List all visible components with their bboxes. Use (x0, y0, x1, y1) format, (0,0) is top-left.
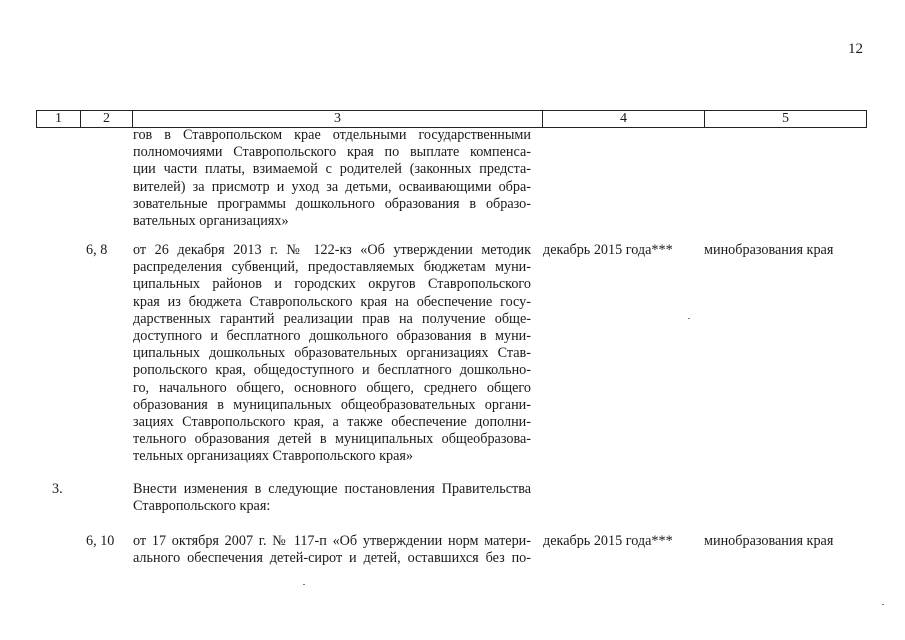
row-2-number: 3. (52, 481, 63, 497)
text-line: от 26 декабря 2013 г. № 122-кз «Об утверждении методик (133, 242, 531, 258)
text-line: ции части платы, взимаемой с родителей (законных предста- (133, 161, 531, 178)
row-3-responsible: минобразования края (704, 533, 834, 549)
row-1-responsible: минобразования края (704, 242, 834, 258)
text-line: дарственных гарантий реализации прав на получение обще- (133, 310, 531, 327)
row-1-deadline: декабрь 2015 года*** (543, 242, 673, 258)
text-line: вательных организациях» (133, 213, 289, 230)
text-line: тельных организациях Ставропольского края» (133, 448, 414, 465)
row-1-code: 6, 8 (86, 242, 108, 258)
text-line: ципальных дошкольных образовательных организациях Став- (133, 345, 531, 362)
text-line: Ставропольского края: (133, 498, 271, 515)
scan-speck (882, 604, 884, 605)
header-col-4: 4 (543, 111, 705, 127)
text-line: тельного образования детей в муниципальных общеобразова- (133, 431, 531, 448)
text-line: полномочиями Ставропольского края по выплате компенса- (133, 144, 531, 161)
text-line: го, начального общего, основного общего, среднего общего (133, 379, 531, 396)
text-line: зациях Ставропольского края, а также обеспечение дополни- (133, 414, 531, 431)
header-col-3: 3 (133, 111, 543, 127)
text-line: образования в муниципальных общеобразовательных органи- (133, 396, 531, 413)
row-3-deadline: декабрь 2015 года*** (543, 533, 673, 549)
row-3-text (133, 533, 531, 567)
text-line: Внести изменения в следующие постановления Правительства (133, 481, 531, 497)
text-line: края из бюджета Ставропольского края на обеспечение госу- (133, 293, 531, 310)
row-3-code: 6, 10 (86, 533, 115, 549)
scan-speck (688, 318, 690, 319)
page-number: 12 (848, 41, 863, 57)
table-header-row (36, 110, 867, 128)
header-col-5: 5 (782, 111, 789, 126)
header-col-1: 1 (37, 111, 81, 127)
text-line: гов в Ставропольском крае отдельными государственными (133, 127, 531, 143)
text-line: от 17 октября 2007 г. № 117-п «Об утверждении норм матери- (133, 533, 531, 549)
row-0-text (133, 127, 531, 230)
row-2-text (133, 481, 531, 515)
text-line: распределения субвенций, предоставляемых бюджетам муни- (133, 259, 531, 276)
header-col-2: 2 (81, 111, 133, 127)
text-line: ципальных районов и городских округов Ставропольского (133, 276, 531, 293)
text-line: ального обеспечения детей-сирот и детей, оставшихся без по- (133, 550, 531, 567)
text-line: доступного и бесплатного дошкольного образования в муни- (133, 328, 531, 345)
text-line: вителей) за присмотр и уход за детьми, осваивающими обра- (133, 178, 531, 195)
text-line: ропольского края, общедоступного и бесплатного дошкольно- (133, 362, 531, 379)
scan-speck (303, 584, 305, 585)
row-1-text (133, 242, 531, 466)
text-line: зовательные программы дошкольного образования в образо- (133, 195, 531, 212)
